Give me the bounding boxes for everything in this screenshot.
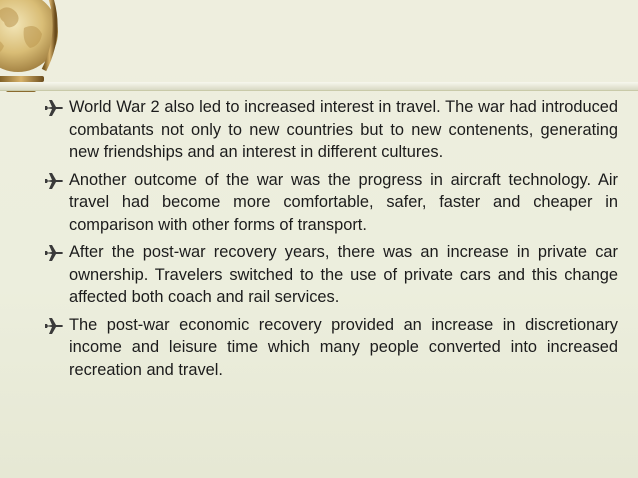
airplane-icon (44, 172, 64, 190)
header-divider-line (0, 90, 638, 91)
bullet-item (44, 169, 618, 237)
airplane-icon (44, 244, 64, 262)
airplane-icon (44, 317, 64, 335)
bullet-item (44, 314, 618, 382)
bullet-text: The post-war economic recovery provided an increase in discretionary income and leisure time which many people converted into increased recreation and travel. (69, 315, 618, 379)
airplane-icon (44, 99, 64, 117)
header-divider (0, 82, 638, 90)
bullet-text: World War 2 also led to increased interest in travel. The war had introduced combatants not only to new countries but to new contenents, generating new friendships and an interest in different cultures. (69, 98, 618, 161)
bullet-list (44, 96, 618, 386)
bullet-text: Another outcome of the war was the progress in aircraft technology. Air travel had become more comfortable, safer, faster and cheaper in comparison with other forms of transport. (69, 170, 618, 234)
bullet-item (44, 96, 618, 164)
bullet-text: After the post-war recovery years, there was an increase in private car ownership. Travelers switched to the use of private cars and this change affected both coach and rail services. (69, 243, 618, 306)
bullet-item (44, 241, 618, 309)
